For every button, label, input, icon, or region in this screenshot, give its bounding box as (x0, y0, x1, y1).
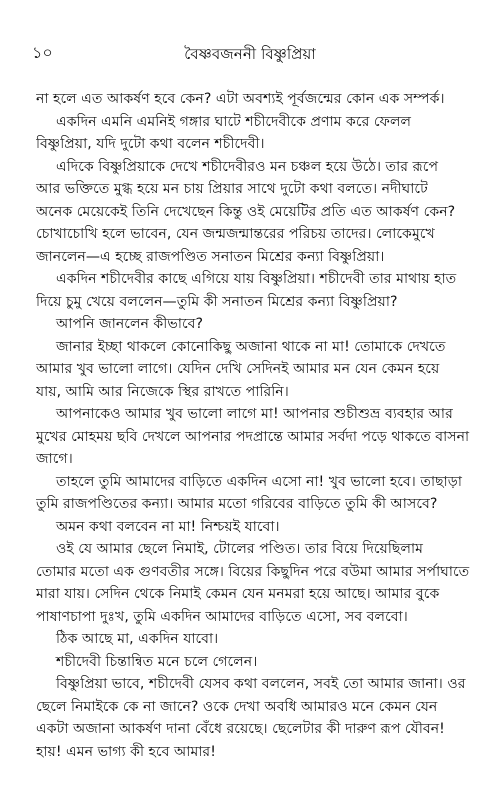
page-header (32, 42, 468, 66)
body-text (36, 88, 474, 778)
text-line: মারা যায়। সেদিন থেকে নিমাই কেমন যেন মনমরা হয়ে আছে। আমার বুকে (36, 586, 440, 602)
text-line: মুখের মোহময় ছবি দেখলে আপনার পদপ্রান্তে আমার সর্বদা পড়ে থাকতে বাসনা (36, 428, 470, 445)
text-line: যায়, আমি আর নিজেকে স্থির রাখতে পারিনি। (36, 383, 289, 400)
text-line: অমন কথা বলবেন না মা! নিশ্চয়ই যাবো। (56, 518, 280, 535)
text-line: তাহলে তুমি আমাদের বাড়িতে একদিন এসো না! খুব ভালো হবে। তাছাড়া (56, 473, 462, 490)
text-line: ওই যে আমার ছেলে নিমাই, টোলের পণ্ডিত। তার বিয়ে দিয়েছিলাম (56, 541, 423, 557)
text-line: শচীদেবী চিন্তান্বিত মনে চলে গেলেন। (56, 653, 258, 670)
running-title: বৈষ্ণবজননী বিষ্ণুপ্রিয়া (184, 44, 316, 63)
text-line: একটা অজানা আকর্ষণ দানা বেঁধে রয়েছে। ছেলেটার কী দারুণ রূপ যৌবন! (36, 721, 445, 737)
text-line: একদিন শচীদেবীর কাছে এগিয়ে যায় বিষ্ণুপ্রিয়া। শচীদেবী তার মাথায় হাত (56, 271, 457, 287)
text-line: চোখাচোখি হলে ভাবেন, যেন জন্মজন্মান্তরের পরিচয় তাদের। লোকেমুখে (36, 226, 435, 242)
text-line: ছেলে নিমাইকে কে না জানে? ওকে দেখা অবধি আমারও মনে কেমন যেন (36, 698, 438, 715)
text-line: বিষ্ণুপ্রিয়া ভাবে, শচীদেবী যেসব কথা বললেন, সবই তো আমার জানা। ওর (56, 676, 466, 692)
text-line: তোমার মতো এক গুণবতীর সঙ্গে। বিয়ের কিছুদিন পরে বউমা আমার সর্পাঘাতে (36, 563, 470, 580)
text-line: হায়! এমন ভাগ্য কী হবে আমার! (36, 743, 216, 760)
text-line: আমার খুব ভালো লাগে। যেদিন দেখি সেদিনই আমার মন যেন কেমন হয়ে (36, 361, 440, 377)
text-line: আপনাকেও আমার খুব ভালো লাগে মা! আপনার শুচীশুভ্র ব্যবহার আর (56, 406, 453, 422)
text-line: না হলে এত আকর্ষণ হবে কেন? এটা অবশ্যই পূর্বজন্মের কোন এক সম্পর্ক। (36, 91, 445, 107)
text-line: জানলেন—এ হচ্ছে রাজপণ্ডিত সনাতন মিশ্রের কন্যা বিষ্ণুপ্রিয়া। (36, 248, 385, 265)
page-number: ১০ (32, 43, 53, 62)
text-line: একদিন এমনি এমনিই গঙ্গার ঘাটে শচীদেবীকে প্রণাম করে ফেলল (56, 113, 412, 130)
text-line: আর ভক্তিতে মুগ্ধ হয়ে মন চায় প্রিয়ার সাথে দুটো কথা বলতে। নদীঘাটে (36, 181, 428, 197)
text-line: আপনি জানলেন কীভাবে? (56, 316, 204, 332)
text-line: এদিকে বিষ্ণুপ্রিয়াকে দেখে শচীদেবীরও মন চঞ্চল হয়ে উঠে। তার রূপে (56, 158, 439, 175)
text-line: বিষ্ণুপ্রিয়া, যদি দুটো কথা বলেন শচীদেবী। (36, 136, 265, 152)
text-line: দিয়ে চুমু খেয়ে বললেন—তুমি কী সনাতন মিশ্রের কন্যা বিষ্ণুপ্রিয়া? (36, 293, 398, 310)
text-line: তুমি রাজপণ্ডিতের কন্যা। আমার মতো গরিবের বাড়িতে তুমি কী আসবে? (36, 496, 438, 512)
text-line: জানার ইচ্ছা থাকলে কোনোকিছু অজানা থাকে না মা! তোমাকে দেখতে (56, 338, 446, 355)
text-line: পাষাণচাপা দুঃখ, তুমি একদিন আমাদের বাড়িতে এসো, সব বলবো। (36, 608, 408, 625)
text-line: অনেক মেয়েকেই তিনি দেখেছেন কিন্তু ওই মেয়েটির প্রতি এত আকর্ষণ কেন? (36, 203, 456, 220)
text-line: জাগে। (36, 451, 73, 467)
text-line: ঠিক আছে মা, একদিন যাবো। (56, 631, 219, 647)
